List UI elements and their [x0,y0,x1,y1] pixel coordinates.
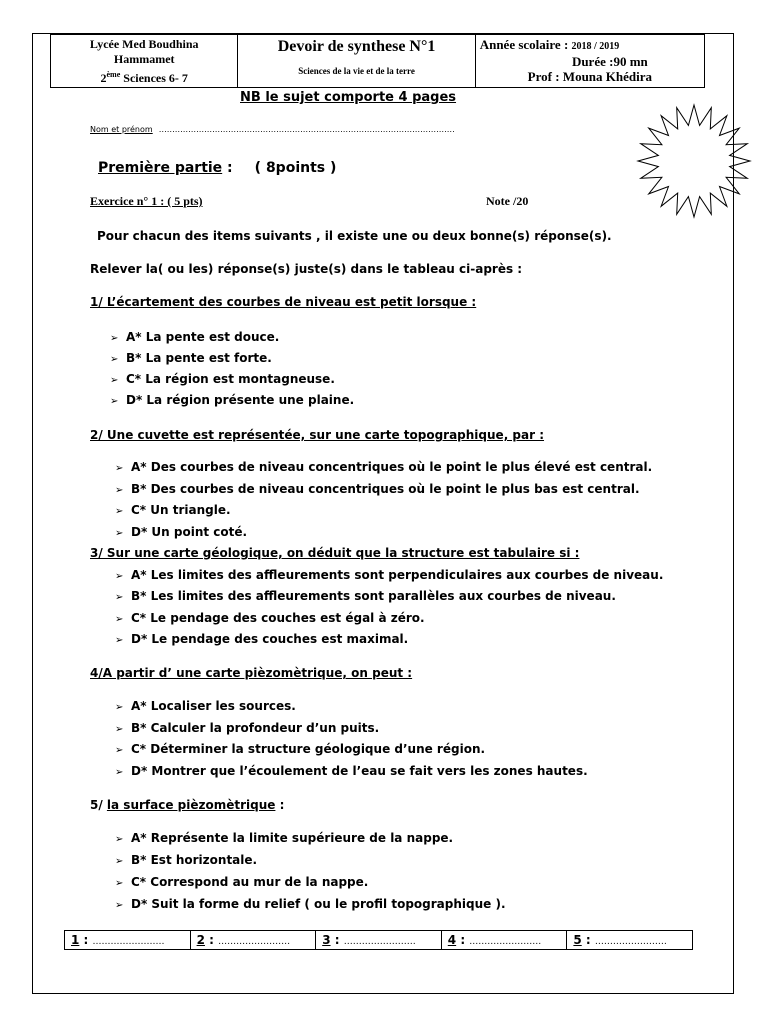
answer-cell-3[interactable]: 3 : …………………… [316,931,442,949]
q2-option-a: ➢ A* Des courbes de niveau concentriques où le point le plus élevé est central. [115,460,653,474]
arrow-icon: ➢ [110,333,119,344]
answer-cell-4[interactable]: 4 : …………………… [442,931,568,949]
arrow-icon: ➢ [115,767,124,778]
q4-option-c: ➢ C* Déterminer la structure géologique d’une région. [115,742,486,756]
prof-name: Prof : Mouna Khédira [527,69,653,84]
exam-title: Devoir de synthese N°1 [277,38,436,55]
question-4-title: 4/A partir d’ une carte pièzomètrique, on peut : [90,666,413,680]
q5-option-a: ➢ A* Représente la limite supérieure de la nappe. [115,831,454,845]
q1-option-b: ➢ B* La pente est forte. [110,351,272,365]
q1-option-d: ➢ D* La région présente une plaine. [110,393,355,407]
answer-cell-2[interactable]: 2 : …………………… [191,931,317,949]
answer-cell-1[interactable]: 1 : …………………… [65,931,191,949]
arrow-icon: ➢ [115,506,124,517]
q3-option-c: ➢ C* Le pendage des couches est égal à zéro. [115,611,425,625]
arrow-icon: ➢ [115,571,124,582]
part-title: Première partie : ( 8points ) [98,160,337,176]
answer-table [64,930,693,950]
q5-option-b: ➢ B* Est horizontale. [115,853,258,867]
subject-name: Sciences de la vie et de la terre [298,66,415,76]
score-note: Note /20 [486,194,529,208]
q4-option-d: ➢ D* Montrer que l’écoulement de l’eau se fait vers les zones hautes. [115,764,588,778]
header-school-cell [51,35,238,87]
q1-option-c: ➢ C* La région est montagneuse. [110,372,335,386]
header-table [50,34,705,88]
header-title-cell [238,35,475,87]
arrow-icon: ➢ [115,528,124,539]
arrow-icon: ➢ [110,354,119,365]
arrow-icon: ➢ [115,900,124,911]
nb-note: NB le sujet comporte 4 pages [240,90,457,105]
school-year: Année scolaire : 2018 / 2019 [479,37,620,52]
duration: Durée :90 mn [571,54,648,69]
arrow-icon: ➢ [115,856,124,867]
q5-option-c: ➢ C* Correspond au mur de la nappe. [115,875,369,889]
arrow-icon: ➢ [115,702,124,713]
q3-option-d: ➢ D* Le pendage des couches est maximal. [115,632,409,646]
q1-option-a: ➢ A* La pente est douce. [110,330,280,344]
star-stamp [636,95,752,227]
q4-option-a: ➢ A* Localiser les sources. [115,699,296,713]
arrow-icon: ➢ [115,724,124,735]
arrow-icon: ➢ [115,592,124,603]
q5-option-d: ➢ D* Suit la forme du relief ( ou le profil topographique ). [115,897,506,911]
arrow-icon: ➢ [115,485,124,496]
arrow-icon: ➢ [115,745,124,756]
question-3-title: 3/ Sur une carte géologique, on déduit que la structure est tabulaire si : [90,546,580,560]
arrow-icon: ➢ [115,614,124,625]
name-field: Nom et prénom ………………………………………………………………………………………………… [90,125,455,134]
question-1-title: 1/ L’écartement des courbes de niveau est petit lorsque : [90,295,477,309]
q2-option-d: ➢ D* Un point coté. [115,525,248,539]
arrow-icon: ➢ [115,834,124,845]
school-city: Hammamet [113,52,175,66]
exercise-title: Exercice n° 1 : ( 5 pts) [90,194,203,208]
header-info-cell [476,35,704,87]
answer-cell-5[interactable]: 5 : …………………… [573,933,667,947]
arrow-icon: ➢ [110,396,119,407]
intro-line-2: Relever la( ou les) réponse(s) juste(s) dans le tableau ci-après : [90,262,523,276]
class-level: 2ème Sciences 6- 7 [100,70,188,85]
q2-option-c: ➢ C* Un triangle. [115,503,231,517]
q3-option-b: ➢ B* Les limites des affleurements sont parallèles aux courbes de niveau. [115,589,616,603]
intro-line-1: Pour chacun des items suivants , il existe une ou deux bonne(s) réponse(s). [97,229,612,243]
arrow-icon: ➢ [115,635,124,646]
school-name: Lycée Med Boudhina [89,37,199,51]
q3-option-a: ➢ A* Les limites des affleurements sont perpendiculaires aux courbes de niveau. [115,568,664,582]
q2-option-b: ➢ B* Des courbes de niveau concentriques où le point le plus bas est central. [115,482,640,496]
question-2-title: 2/ Une cuvette est représentée, sur une carte topographique, par : [90,428,545,442]
question-5-title: 5/ la surface pièzomètrique : [90,798,285,812]
arrow-icon: ➢ [115,878,124,889]
arrow-icon: ➢ [110,375,119,386]
arrow-icon: ➢ [115,463,124,474]
q4-option-b: ➢ B* Calculer la profondeur d’un puits. [115,721,380,735]
